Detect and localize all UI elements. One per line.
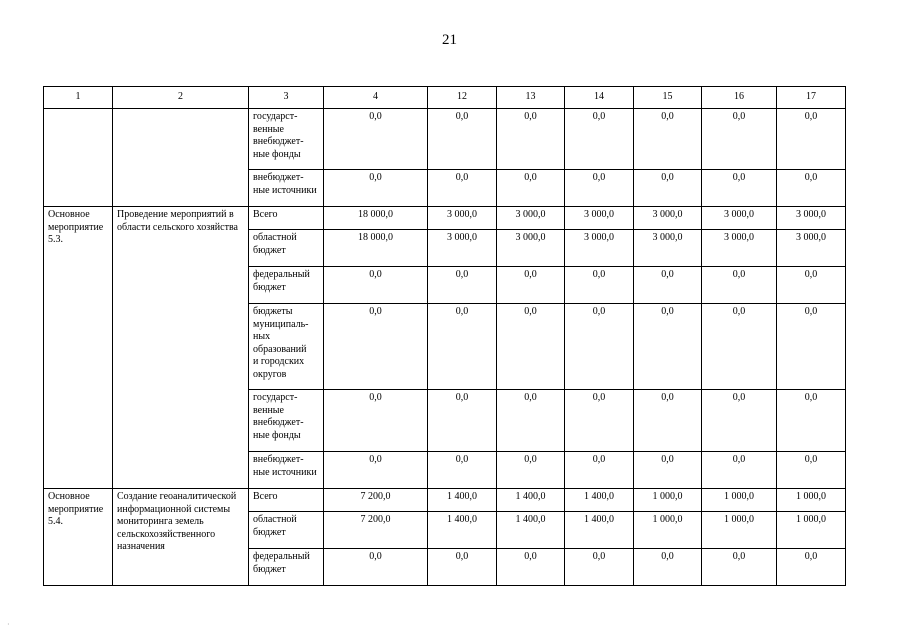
funding-source-cell: бюджеты муниципаль- ных образований и городских округов: [249, 304, 324, 390]
value-cell: 3 000,0: [497, 207, 565, 230]
page-number: 21: [442, 32, 457, 48]
table-body: [44, 109, 846, 586]
description-cell: Создание геоаналитической информационной системы мониторинга земель сельскохозяйственного назначения: [113, 489, 249, 586]
funding-source-cell: федеральный бюджет: [249, 267, 324, 304]
value-cell: 3 000,0: [565, 207, 634, 230]
value-cell: 0,0: [324, 549, 428, 586]
value-cell: 0,0: [324, 109, 428, 170]
description-cell: [113, 109, 249, 207]
value-cell: 0,0: [428, 170, 497, 207]
value-cell: 0,0: [428, 452, 497, 489]
value-cell: 0,0: [565, 304, 634, 390]
column-header: 16: [702, 87, 777, 109]
value-cell: 0,0: [324, 267, 428, 304]
value-cell: 1 000,0: [777, 512, 846, 549]
value-cell: 0,0: [634, 267, 702, 304]
value-cell: 0,0: [497, 267, 565, 304]
scan-mark: ·: [7, 620, 10, 629]
table-row: [44, 489, 846, 512]
value-cell: 1 400,0: [497, 512, 565, 549]
value-cell: 0,0: [324, 390, 428, 452]
value-cell: 0,0: [428, 304, 497, 390]
value-cell: 3 000,0: [634, 230, 702, 267]
column-header: 1: [44, 87, 113, 109]
table-row: [44, 109, 846, 170]
value-cell: 0,0: [565, 549, 634, 586]
value-cell: 0,0: [565, 109, 634, 170]
funding-source-cell: областной бюджет: [249, 230, 324, 267]
value-cell: 0,0: [324, 452, 428, 489]
value-cell: 0,0: [565, 170, 634, 207]
measure-cell: [44, 109, 113, 207]
value-cell: 1 000,0: [702, 512, 777, 549]
value-cell: 0,0: [634, 109, 702, 170]
value-cell: 3 000,0: [428, 230, 497, 267]
value-cell: 0,0: [497, 390, 565, 452]
value-cell: 18 000,0: [324, 207, 428, 230]
value-cell: 3 000,0: [702, 207, 777, 230]
value-cell: 0,0: [702, 452, 777, 489]
measure-cell: Основное мероприятие 5.3.: [44, 207, 113, 489]
value-cell: 0,0: [497, 304, 565, 390]
column-header: 14: [565, 87, 634, 109]
column-header: 12: [428, 87, 497, 109]
value-cell: 0,0: [565, 452, 634, 489]
table-row: [44, 207, 846, 230]
value-cell: 1 000,0: [634, 489, 702, 512]
value-cell: 0,0: [634, 170, 702, 207]
value-cell: 1 400,0: [565, 512, 634, 549]
value-cell: 3 000,0: [428, 207, 497, 230]
value-cell: 0,0: [428, 109, 497, 170]
column-header: 17: [777, 87, 846, 109]
value-cell: 0,0: [702, 170, 777, 207]
value-cell: 0,0: [324, 304, 428, 390]
column-header: 13: [497, 87, 565, 109]
value-cell: 1 400,0: [497, 489, 565, 512]
value-cell: 0,0: [777, 304, 846, 390]
value-cell: 0,0: [565, 267, 634, 304]
value-cell: 0,0: [497, 549, 565, 586]
value-cell: 0,0: [702, 267, 777, 304]
value-cell: 0,0: [702, 304, 777, 390]
value-cell: 0,0: [497, 109, 565, 170]
column-header: 4: [324, 87, 428, 109]
description-cell: Проведение мероприятий в области сельского хозяйства: [113, 207, 249, 489]
value-cell: 0,0: [634, 304, 702, 390]
value-cell: 0,0: [777, 109, 846, 170]
funding-source-cell: Всего: [249, 489, 324, 512]
funding-source-cell: внебюджет- ные источники: [249, 452, 324, 489]
value-cell: 0,0: [497, 170, 565, 207]
value-cell: 3 000,0: [497, 230, 565, 267]
funding-source-cell: областной бюджет: [249, 512, 324, 549]
funding-source-cell: федеральный бюджет: [249, 549, 324, 586]
value-cell: 1 000,0: [634, 512, 702, 549]
value-cell: 7 200,0: [324, 489, 428, 512]
value-cell: 0,0: [777, 390, 846, 452]
funding-source-cell: государст- венные внебюджет- ные фонды: [249, 390, 324, 452]
value-cell: 0,0: [497, 452, 565, 489]
value-cell: 0,0: [428, 549, 497, 586]
value-cell: 1 000,0: [777, 489, 846, 512]
measure-cell: Основное мероприятие 5.4.: [44, 489, 113, 586]
value-cell: 0,0: [634, 390, 702, 452]
funding-source-cell: Всего: [249, 207, 324, 230]
header-row: [44, 87, 846, 109]
value-cell: 7 200,0: [324, 512, 428, 549]
value-cell: 3 000,0: [777, 207, 846, 230]
value-cell: 0,0: [428, 390, 497, 452]
value-cell: 1 400,0: [428, 512, 497, 549]
value-cell: 3 000,0: [634, 207, 702, 230]
value-cell: 3 000,0: [565, 230, 634, 267]
value-cell: 0,0: [777, 549, 846, 586]
funding-source-cell: внебюджет- ные источники: [249, 170, 324, 207]
value-cell: 0,0: [634, 452, 702, 489]
value-cell: 0,0: [634, 549, 702, 586]
column-header: 3: [249, 87, 324, 109]
value-cell: 0,0: [777, 452, 846, 489]
value-cell: 1 000,0: [702, 489, 777, 512]
value-cell: 0,0: [702, 390, 777, 452]
column-header: 15: [634, 87, 702, 109]
value-cell: 18 000,0: [324, 230, 428, 267]
column-header: 2: [113, 87, 249, 109]
value-cell: 0,0: [702, 549, 777, 586]
value-cell: 0,0: [777, 170, 846, 207]
value-cell: 3 000,0: [777, 230, 846, 267]
value-cell: 1 400,0: [428, 489, 497, 512]
budget-table: [43, 86, 846, 586]
value-cell: 1 400,0: [565, 489, 634, 512]
value-cell: 0,0: [324, 170, 428, 207]
value-cell: 0,0: [428, 267, 497, 304]
funding-source-cell: государст- венные внебюджет- ные фонды: [249, 109, 324, 170]
value-cell: 0,0: [565, 390, 634, 452]
value-cell: 0,0: [702, 109, 777, 170]
value-cell: 3 000,0: [702, 230, 777, 267]
value-cell: 0,0: [777, 267, 846, 304]
